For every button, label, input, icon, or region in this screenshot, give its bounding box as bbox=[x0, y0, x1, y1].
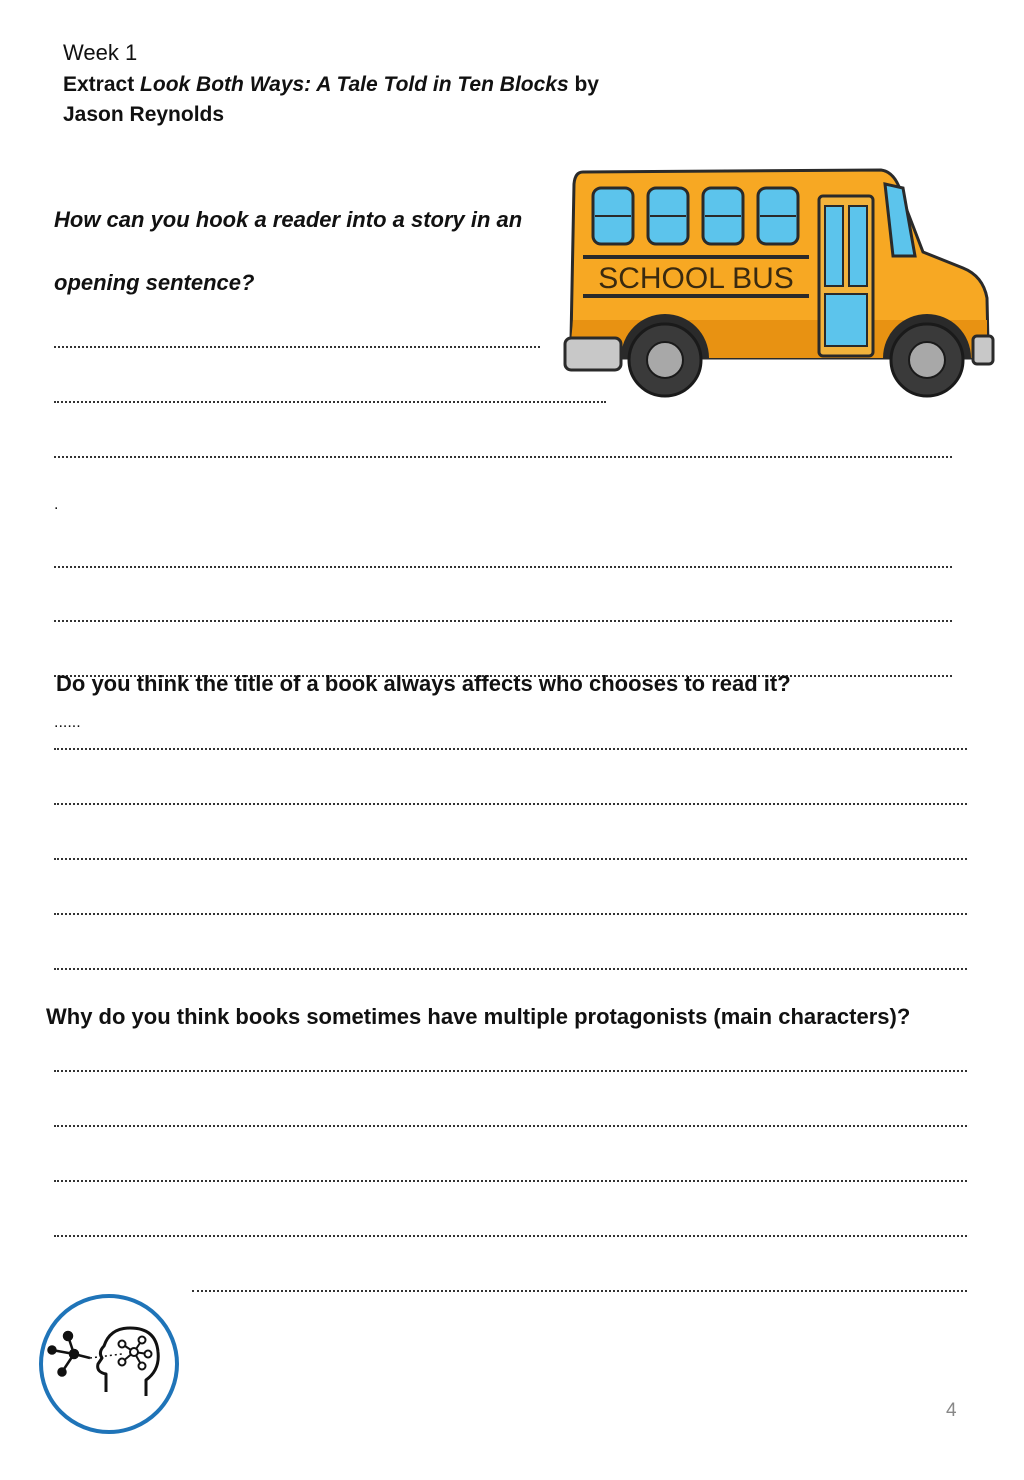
answer-line[interactable] bbox=[54, 858, 967, 860]
answer-line[interactable] bbox=[54, 566, 952, 568]
book-title: Look Both Ways: A Tale Told in Ten Blocks bbox=[140, 73, 569, 96]
school-bus-illustration bbox=[563, 160, 995, 405]
stray-dot: . bbox=[54, 496, 59, 513]
answer-line[interactable] bbox=[54, 456, 952, 458]
answer-line[interactable] bbox=[54, 803, 967, 805]
answer-line[interactable] bbox=[54, 968, 967, 970]
answer-line[interactable] bbox=[54, 1125, 967, 1127]
thinking-head-network-icon bbox=[38, 1290, 182, 1438]
question-1-line-1: How can you hook a reader into a story in an bbox=[54, 207, 523, 232]
answer-line[interactable] bbox=[54, 620, 952, 622]
page-number: 4 bbox=[946, 1400, 957, 1421]
answer-line[interactable] bbox=[54, 1070, 967, 1072]
question-1-line-2: opening sentence? bbox=[54, 270, 255, 295]
author-name: Jason Reynolds bbox=[63, 103, 225, 126]
question-3: Why do you think books sometimes have multiple protagonists (main characters)? bbox=[46, 1004, 911, 1029]
bus-wheel bbox=[891, 324, 963, 396]
title-by: by bbox=[568, 73, 599, 96]
week-label: Week 1 bbox=[63, 40, 138, 65]
stray-ellipsis: ...... bbox=[54, 714, 81, 731]
bus-wheel bbox=[629, 324, 701, 396]
bus-label: SCHOOL BUS bbox=[598, 262, 794, 295]
answer-line[interactable] bbox=[54, 748, 967, 750]
answer-line[interactable] bbox=[54, 913, 967, 915]
answer-line[interactable] bbox=[54, 401, 606, 403]
answer-line[interactable] bbox=[54, 346, 540, 348]
extract-title bbox=[63, 70, 623, 130]
answer-line[interactable] bbox=[192, 1290, 967, 1292]
question-2: Do you think the title of a book always affects who chooses to read it? bbox=[56, 671, 791, 696]
title-prefix: Extract bbox=[63, 73, 141, 96]
answer-line[interactable] bbox=[54, 1235, 967, 1237]
answer-line[interactable] bbox=[54, 1180, 967, 1182]
